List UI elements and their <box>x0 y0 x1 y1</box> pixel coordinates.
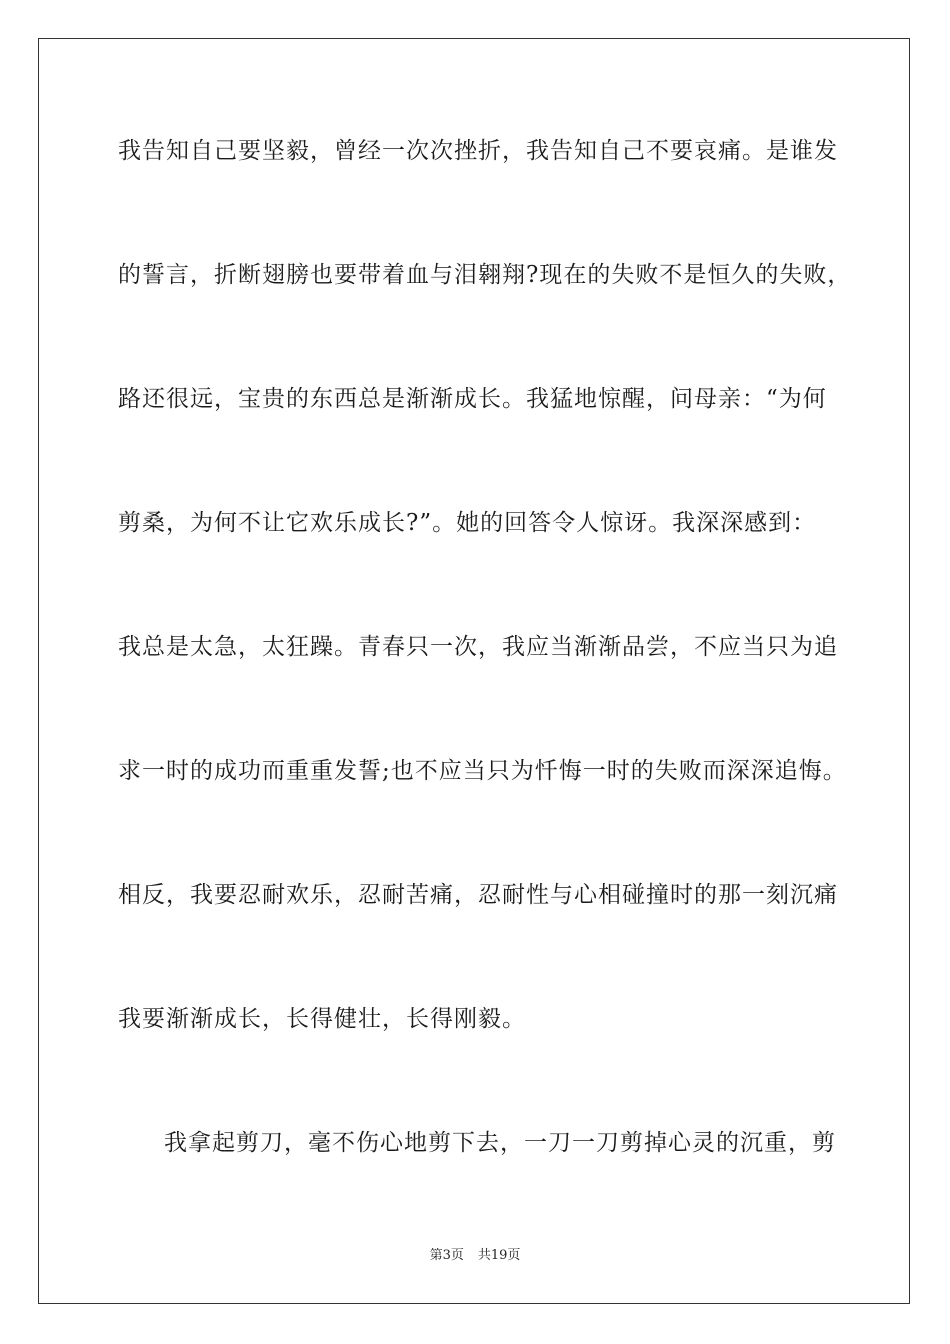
page-border <box>38 38 910 1304</box>
text-line-1: 我告知自己要坚毅，曾经一次次挫折，我告知自己不要哀痛。是谁发 <box>118 138 838 164</box>
text-line-4: 剪桑，为何不让它欢乐成长?”。她的回答令人惊讶。我深深感到： <box>118 510 817 536</box>
page-number: 第3页 <box>429 1248 464 1263</box>
text-line-6: 求一时的成功而重重发誓;也不应当只为忏悔一时的失败而深深追悔。 <box>118 758 847 784</box>
page-footer <box>0 1247 950 1265</box>
text-line-7: 相反，我要忍耐欢乐，忍耐苦痛，忍耐性与心相碰撞时的那一刻沉痛 <box>118 882 838 908</box>
text-line-9: 我拿起剪刀，毫不伤心地剪下去，一刀一刀剪掉心灵的沉重，剪 <box>164 1130 836 1156</box>
page-total: 共19页 <box>477 1248 521 1263</box>
text-line-2: 的誓言，折断翅膀也要带着血与泪翱翔?现在的失败不是恒久的失败， <box>118 262 852 288</box>
text-line-3: 路还很远，宝贵的东西总是渐渐成长。我猛地惊醒，问母亲：“为何 <box>118 386 827 412</box>
text-line-8: 我要渐渐成长，长得健壮，长得刚毅。 <box>118 1006 526 1032</box>
text-line-5: 我总是太急，太狂躁。青春只一次，我应当渐渐品尝，不应当只为追 <box>118 634 838 660</box>
